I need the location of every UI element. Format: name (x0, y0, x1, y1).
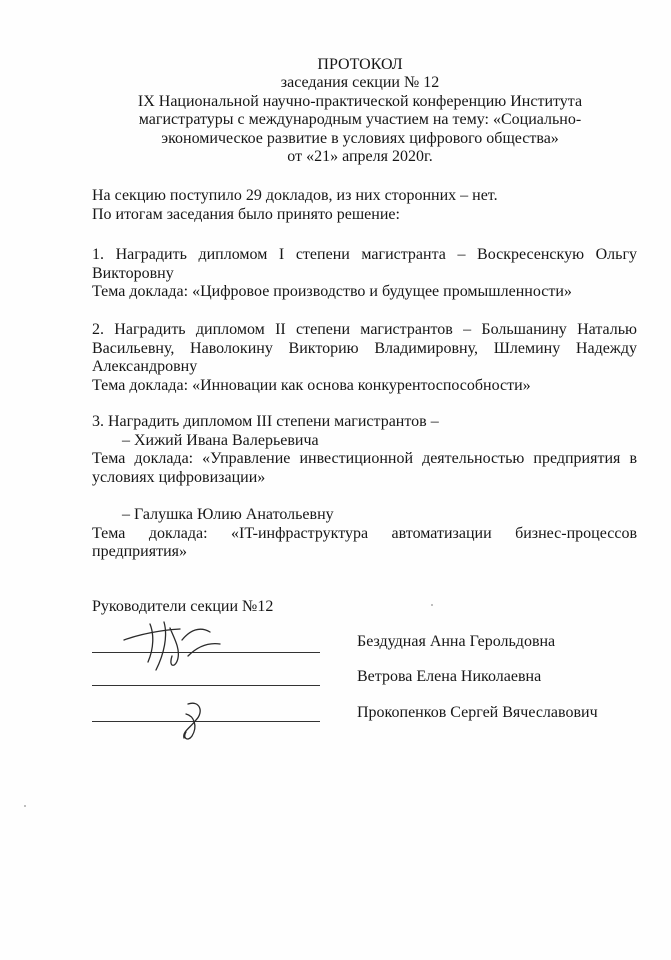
handwritten-signature-3 (168, 698, 218, 744)
award-2-text: 2. Наградить дипломом II степени магистрантов – Большанину Наталью Васильевну, Наволокину Викторию Владимировну, Шлемину Надежду Александровну (92, 321, 637, 375)
protocol-title: ПРОТОКОЛ (317, 56, 403, 73)
award-2-topic: Тема доклада: «Инновации как основа конкурентоспособности» (92, 376, 531, 394)
decision-line: По итогам заседания было принято решение: (92, 205, 400, 223)
intro-paragraph (92, 187, 637, 224)
signatures-heading: Руководители секции №12 (92, 598, 274, 615)
signature-line-2 (92, 685, 320, 686)
award-3-text: 3. Наградить дипломом III степени магистрантов – (92, 413, 439, 430)
award-item-3 (92, 413, 637, 562)
scan-speck (431, 604, 433, 606)
award-3-topic-1: Тема доклада: «Управление инвестиционной деятельностью предприятия в условиях цифровизации» (92, 450, 637, 486)
protocol-date: от «21» апреля 2020г. (287, 148, 433, 166)
session-line: заседания секции № 12 (280, 74, 440, 92)
reports-count-line: На секцию поступило 29 докладов, из них сторонних – нет. (92, 187, 498, 204)
award-item-1 (92, 246, 637, 302)
award-3-recipient-2: – Галушка Юлию Анатольевну (122, 506, 334, 523)
document-header (60, 56, 660, 166)
award-1-topic: Тема доклада: «Цифровое производство и будущее промышленности» (92, 283, 572, 300)
award-1-text: 1. Наградить дипломом I степени магистранта – Воскресенскую Ольгу Викторовну (92, 246, 637, 282)
signatory-name-1: Бездудная Анна Герольдовна (357, 633, 556, 650)
award-3-recipient-1: – Хижий Ивана Валерьевича (122, 431, 319, 449)
conference-line-2: магистратуры с международным участием на тему: «Социально- (138, 111, 582, 129)
award-item-2 (92, 321, 637, 395)
award-3-topic-2: Тема доклада: «IT-инфраструктура автоматизации бизнес-процессов предприятия» (92, 524, 637, 560)
handwritten-signature-1 (110, 612, 230, 674)
signatory-name-2: Ветрова Елена Николаевна (357, 668, 542, 685)
conference-line-3: экономическое развитие в условиях цифрового общества» (161, 129, 559, 147)
conference-line-1: IX Национальной научно-практической конференцию Института (137, 92, 583, 110)
scan-speck (24, 805, 26, 807)
signatory-name-3: Прокопенков Сергей Вячеславович (357, 704, 598, 721)
